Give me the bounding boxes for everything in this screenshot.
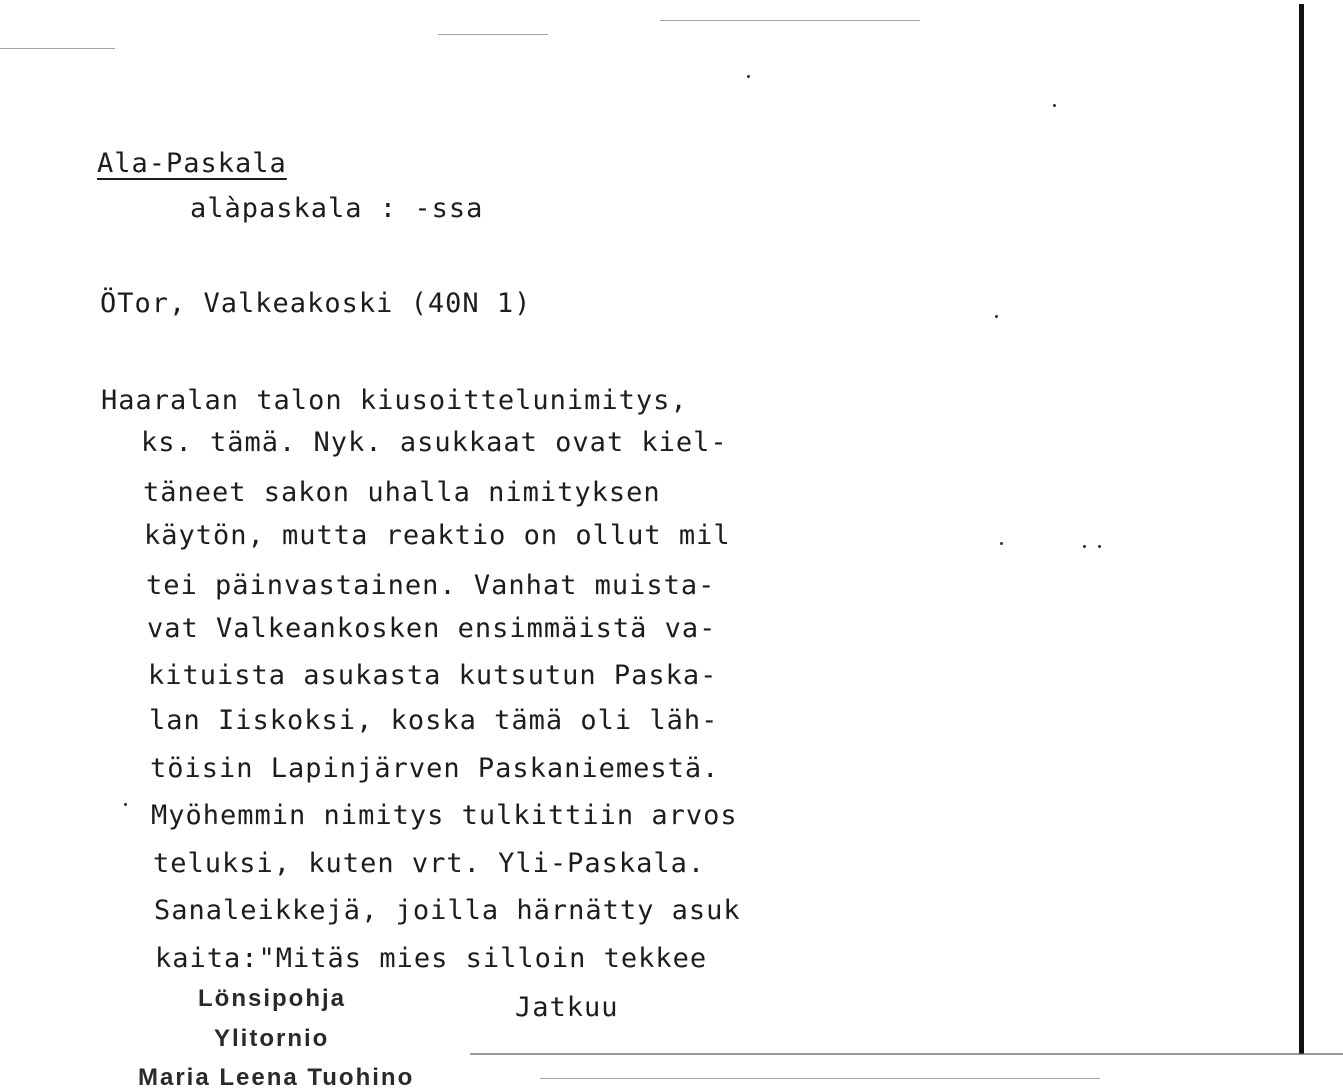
pronunciation: alàpaskala : -ssa	[190, 193, 484, 224]
scan-dot	[1053, 104, 1056, 107]
body-line: vat Valkeankosken ensimmäistä va-	[147, 613, 717, 644]
body-line: tei päinvastainen. Vanhat muista-	[146, 570, 716, 601]
scan-speck	[660, 20, 920, 21]
scan-dot	[124, 803, 127, 806]
body-line: kaita:"Mitäs mies silloin tekkee	[155, 943, 708, 974]
body-line: käytön, mutta reaktio on ollut mil	[144, 520, 731, 551]
scan-dot	[747, 75, 750, 78]
body-line: ks. tämä. Nyk. asukkaat ovat kiel-	[141, 427, 728, 458]
scan-speck	[0, 48, 115, 49]
scan-dot	[1083, 545, 1086, 548]
scan-dot	[1000, 542, 1003, 545]
continues-note: Jatkuu	[515, 992, 619, 1023]
scan-dot	[995, 315, 998, 318]
scan-speck	[540, 1078, 1100, 1079]
stamp-municipality: Ylitornio	[214, 1025, 330, 1052]
scan-dot	[1098, 545, 1101, 548]
source-reference: ÖTor, Valkeakoski (40N 1)	[100, 288, 532, 319]
body-line: teluksi, kuten vrt. Yli-Paskala.	[153, 848, 706, 879]
body-line: Sanaleikkejä, joilla härnätty asuk	[154, 895, 741, 926]
stamp-collector: Maria Leena Tuohino	[138, 1064, 415, 1089]
body-line: täneet sakon uhalla nimityksen	[143, 477, 661, 508]
body-line: kituista asukasta kutsutun Paska-	[148, 660, 718, 691]
card-bottom-edge	[470, 1053, 1343, 1055]
body-line: Haaralan talon kiusoittelunimitys,	[101, 385, 688, 416]
card-right-edge	[1299, 4, 1304, 1054]
body-line: lan Iiskoksi, koska tämä oli läh-	[149, 705, 719, 736]
stamp-village: Lönsipohja	[198, 985, 346, 1012]
scan-speck	[438, 34, 548, 35]
body-line: töisin Lapinjärven Paskaniemestä.	[150, 753, 720, 784]
body-line: Myöhemmin nimitys tulkittiin arvos	[151, 800, 738, 831]
entry-title: Ala-Paskala	[97, 148, 287, 179]
